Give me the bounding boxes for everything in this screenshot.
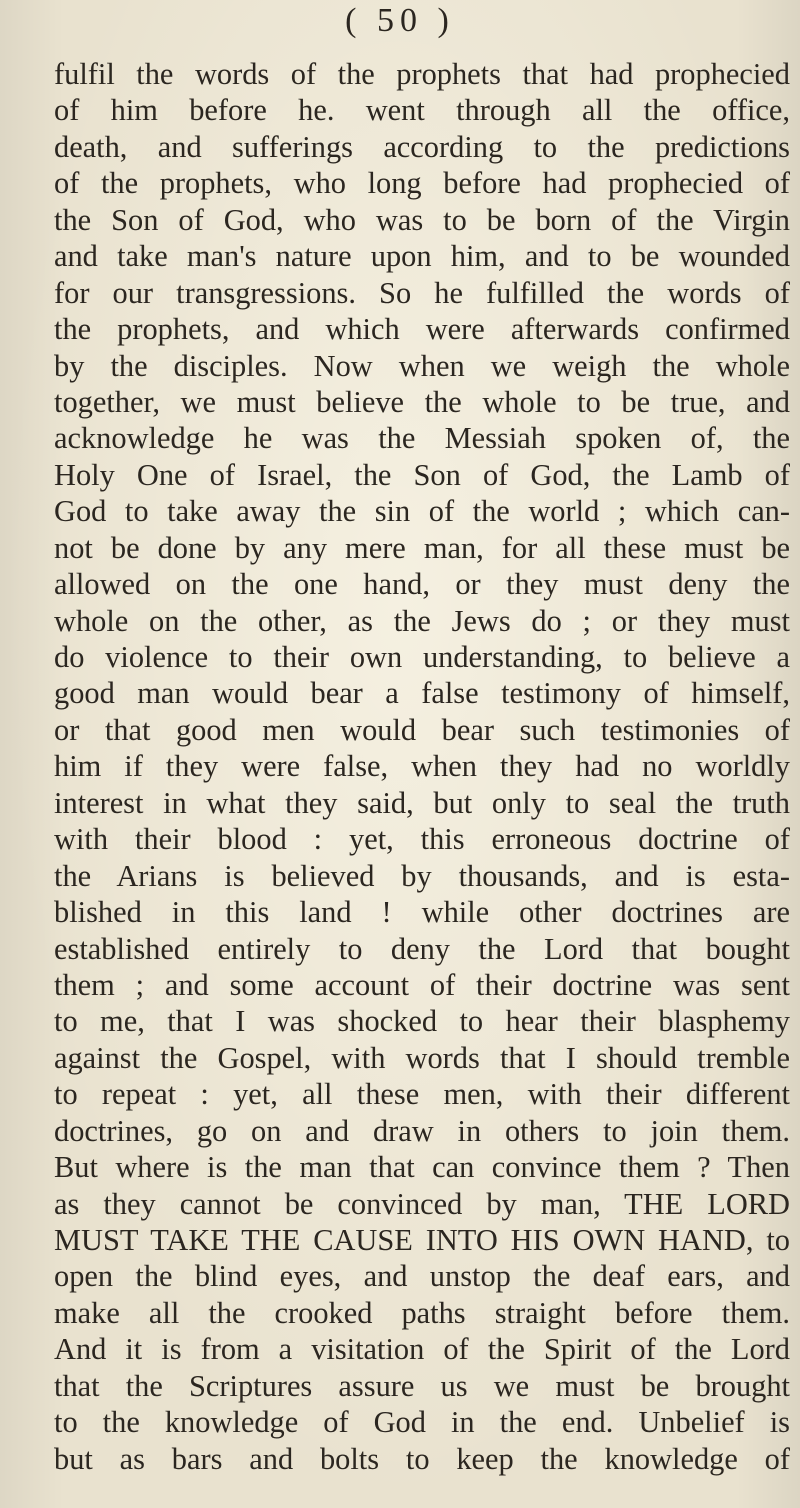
text-line: established entirely to deny the Lord that bought [54, 931, 790, 966]
body-text [54, 56, 790, 1477]
text-line: to repeat : yet, all these men, with their different [54, 1077, 790, 1112]
text-line: And it is from a visitation of the Spirit of the Lord [54, 1332, 790, 1367]
text-line: do violence to their own understanding, to believe a [54, 640, 790, 674]
text-line: the Son of God, who was to be born of the Virgin [54, 202, 790, 237]
text-line: of him before he. went through all the office, [54, 93, 790, 128]
text-line: Holy One of Israel, the Son of God, the Lamb of [54, 457, 790, 492]
text-line: or that good men would bear such testimonies of [54, 712, 790, 747]
text-line: not be done by any mere man, for all these must be [54, 530, 790, 565]
text-line: the Arians is believed by thousands, and is esta- [54, 858, 790, 893]
text-line: MUST TAKE THE CAUSE INTO HIS OWN HAND, to [54, 1223, 790, 1257]
text-line: good man would bear a false testimony of himself, [54, 676, 790, 711]
text-line: as they cannot be convinced by man, THE LORD [54, 1186, 790, 1221]
text-line: him if they were false, when they had no worldly [54, 749, 790, 784]
text-line: death, and sufferings according to the predictions [54, 129, 790, 164]
text-line: fulfil the words of the prophets that had prophecied [54, 57, 790, 91]
text-line: But where is the man that can convince them ? Then [54, 1150, 790, 1185]
text-line: to me, that I was shocked to hear their blasphemy [54, 1004, 790, 1039]
text-line: allowed on the one hand, or they must deny the [54, 567, 790, 602]
page-number: ( 50 ) [345, 2, 455, 39]
text-line: but as bars and bolts to keep the knowledge of [54, 1441, 790, 1476]
text-line: the prophets, and which were afterwards confirmed [54, 312, 790, 347]
text-line: against the Gospel, with words that I should tremble [54, 1040, 790, 1075]
text-line: them ; and some account of their doctrine was sent [54, 967, 790, 1002]
text-line: of the prophets, who long before had prophecied of [54, 166, 790, 201]
text-line: for our transgressions. So he fulfilled the words of [54, 275, 790, 310]
text-line: doctrines, go on and draw in others to join them. [54, 1113, 790, 1148]
text-line: interest in what they said, but only to seal the truth [54, 785, 790, 820]
text-line: make all the crooked paths straight before them. [54, 1295, 790, 1330]
text-line: and take man's nature upon him, and to be wounded [54, 239, 790, 274]
text-line: acknowledge he was the Messiah spoken of, the [54, 421, 790, 456]
text-line: with their blood : yet, this erroneous doctrine of [54, 822, 790, 857]
text-line: together, we must believe the whole to be true, and [54, 384, 790, 419]
text-line: to the knowledge of God in the end. Unbelief is [54, 1405, 790, 1440]
text-line: that the Scriptures assure us we must be brought [54, 1368, 790, 1403]
text-line: open the blind eyes, and unstop the deaf ears, and [54, 1259, 790, 1294]
text-line: by the disciples. Now when we weigh the whole [54, 348, 790, 383]
text-line: God to take away the sin of the world ; which can- [54, 494, 790, 529]
text-line: whole on the other, as the Jews do ; or they must [54, 603, 790, 638]
text-line: blished in this land ! while other doctrines are [54, 895, 790, 930]
